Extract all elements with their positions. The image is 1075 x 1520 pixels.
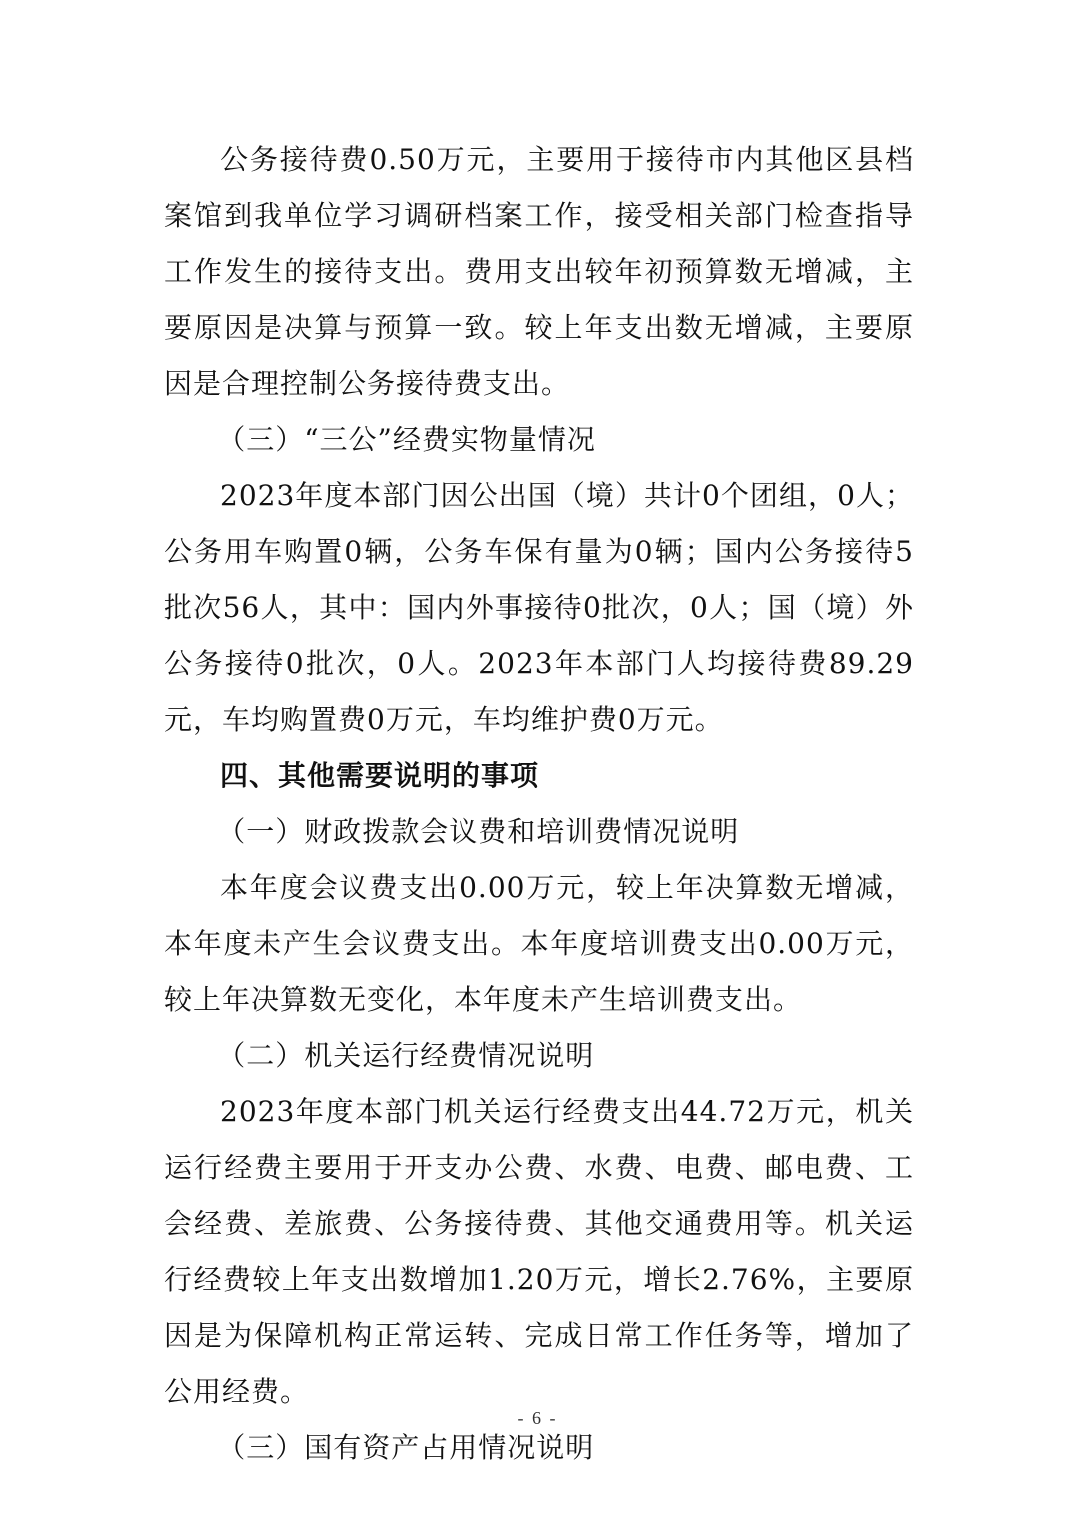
- paragraph-operating-expenses: 2023年度本部门机关运行经费支出44.72万元，机关运行经费主要用于开支办公费、水费、电费、邮电费、工会经费、差旅费、公务接待费、其他交通费用等。机关运行经费较上年支出数增加1.20万元，增长2.76%，主要原因是为保障机构正常运转、完成日常工作任务等，增加了公用经费。: [164, 1095, 914, 1408]
- document-body: [164, 132, 914, 1476]
- paragraph-meeting-training: 本年度会议费支出0.00万元，较上年决算数无增减，本年度未产生会议费支出。本年度培训费支出0.00万元，较上年决算数无变化，本年度未产生培训费支出。: [164, 871, 914, 1016]
- paragraph-physical-quantity: 2023年度本部门因公出国（境）共计0个团组，0人；公务用车购置0辆，公务车保有量为0辆；国内公务接待5批次56人，其中：国内外事接待0批次，0人；国（境）外公务接待0批次，0人。2023年本部门人均接待费89.29元，车均购置费0万元，车均维护费0万元。: [164, 479, 914, 736]
- paragraph-reception-fee: 公务接待费0.50万元，主要用于接待市内其他区县档案馆到我单位学习调研档案工作，接受相关部门检查指导工作发生的接待支出。费用支出较年初预算数无增减，主要原因是决算与预算一致。较上年支出数无增减，主要原因是合理控制公务接待费支出。: [164, 143, 914, 400]
- subheading-state-assets: （三）国有资产占用情况说明: [217, 1431, 595, 1464]
- subheading-operating-expenses: （二）机关运行经费情况说明: [217, 1039, 595, 1072]
- subheading-three-public-physical: （三）“三公”经费实物量情况: [217, 423, 596, 456]
- section-heading-other-matters: 四、其他需要说明的事项: [220, 759, 540, 792]
- page-number: - 6 -: [517, 1408, 558, 1428]
- subheading-meeting-training-fee: （一）财政拨款会议费和培训费情况说明: [217, 815, 740, 848]
